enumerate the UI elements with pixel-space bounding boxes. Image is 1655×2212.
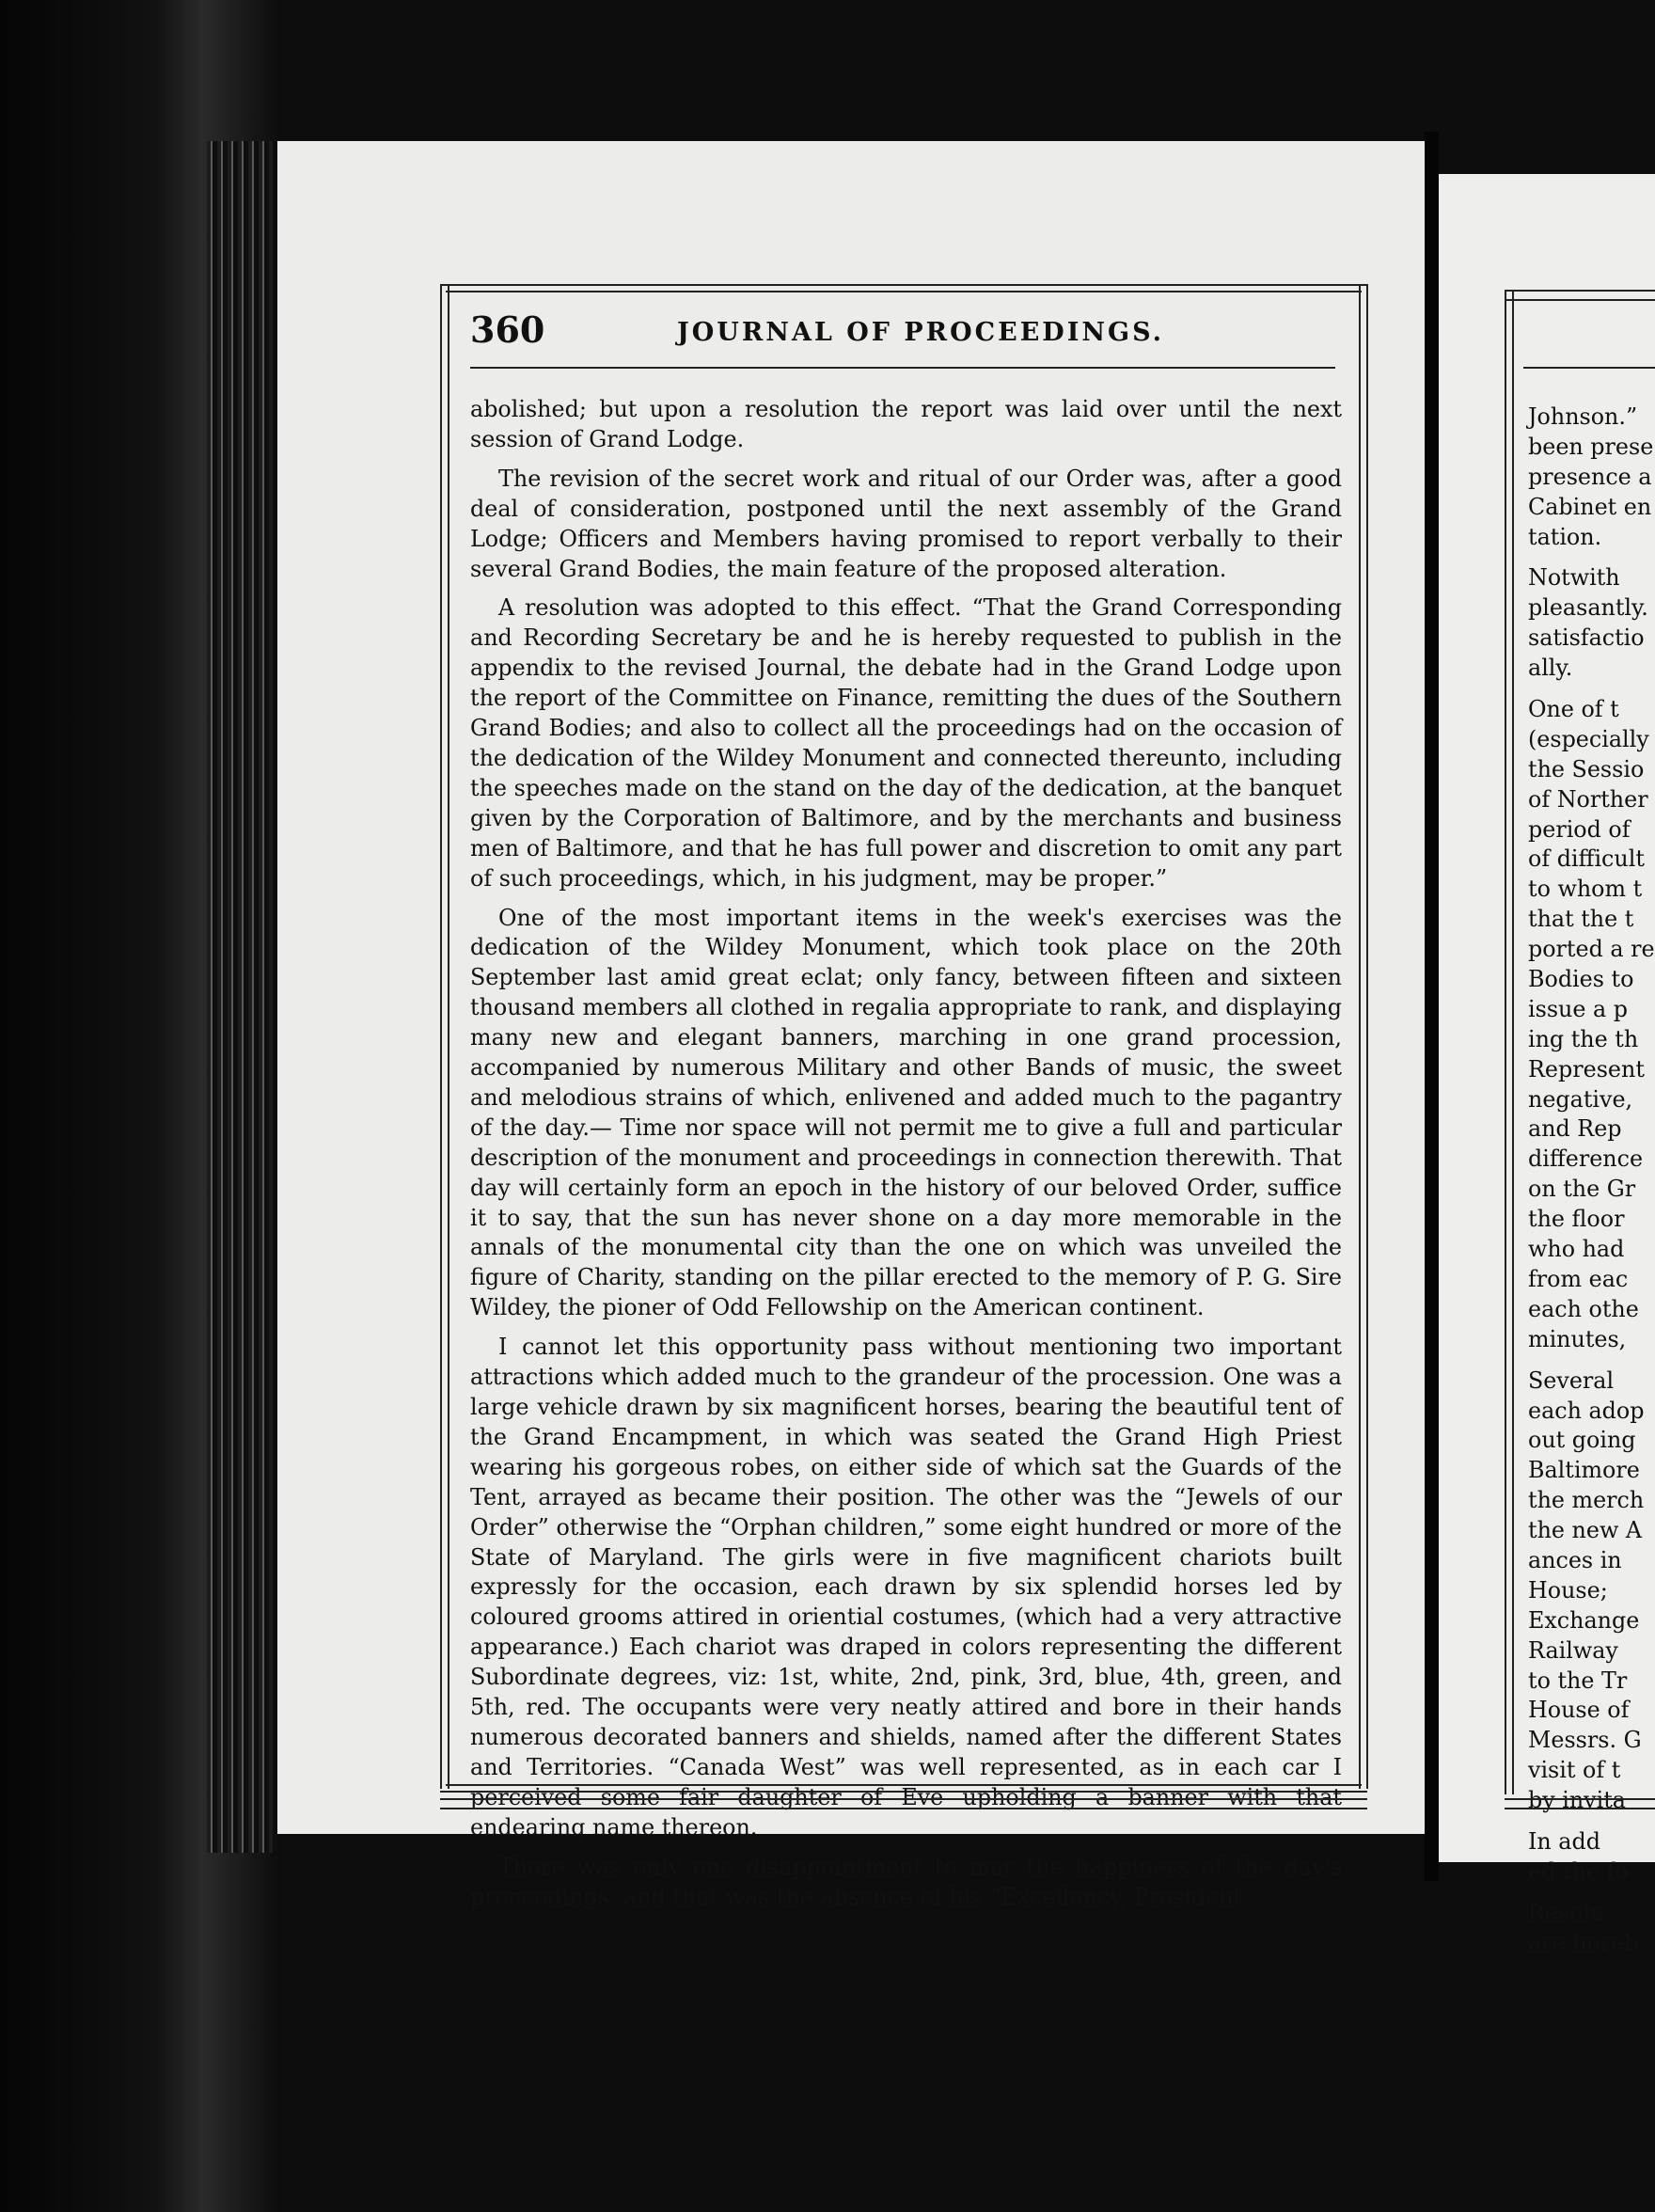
text-fragment: Resolu bbox=[1528, 1899, 1605, 1926]
text-fragment: who had bbox=[1528, 1236, 1625, 1263]
text-fragment: to the Tr bbox=[1528, 1667, 1628, 1694]
text-fragment: the new A bbox=[1528, 1517, 1643, 1544]
header-rule bbox=[470, 367, 1335, 369]
text-fragment: Johnson.” bbox=[1528, 403, 1638, 430]
text-fragment: period of bbox=[1528, 815, 1631, 843]
border-rule bbox=[440, 284, 442, 1789]
text-fragment: ances in bbox=[1528, 1546, 1622, 1573]
text-fragment: pleasantly. bbox=[1528, 594, 1648, 622]
text-fragment: presence a bbox=[1528, 463, 1652, 490]
paragraph-gap bbox=[1528, 1888, 1655, 1899]
paragraph-gap bbox=[1528, 1816, 1655, 1827]
text-fragment: Notwith bbox=[1528, 564, 1620, 592]
text-fragment: by invita bbox=[1528, 1787, 1626, 1814]
text-fragment: Baltimore bbox=[1528, 1457, 1640, 1484]
paragraph-gap bbox=[1528, 1355, 1655, 1367]
text-fragment: the floor bbox=[1528, 1206, 1625, 1233]
text-fragment: issue a p bbox=[1528, 995, 1628, 1022]
text-fragment: of difficult bbox=[1528, 845, 1645, 873]
text-fragment: Messrs. G bbox=[1528, 1727, 1642, 1754]
body-text bbox=[470, 395, 1342, 1921]
paragraph-gap bbox=[1528, 684, 1655, 695]
text-fragment: One of t bbox=[1528, 696, 1619, 723]
text-fragment: Represent bbox=[1528, 1055, 1645, 1082]
right-page-text bbox=[1528, 403, 1655, 1959]
text-fragment: from eac bbox=[1528, 1265, 1629, 1292]
right-page-border bbox=[1505, 290, 1506, 1794]
text-fragment: that the t bbox=[1528, 906, 1634, 933]
text-fragment: out going bbox=[1528, 1427, 1636, 1454]
text-fragment: Railway bbox=[1528, 1636, 1618, 1664]
paragraph: abolished; but upon a resolution the report was laid over until the next session of Grand Lodge. bbox=[470, 396, 1342, 452]
text-fragment: ported a re bbox=[1528, 936, 1655, 963]
right-page-border bbox=[1512, 290, 1514, 1794]
text-fragment: each othe bbox=[1528, 1295, 1639, 1322]
text-fragment: negative, bbox=[1528, 1085, 1633, 1113]
page-number: 360 bbox=[470, 308, 545, 351]
text-fragment: been prese bbox=[1528, 433, 1654, 460]
text-fragment: Several bbox=[1528, 1367, 1615, 1394]
text-fragment: minutes, bbox=[1528, 1325, 1627, 1352]
text-fragment: Exchange bbox=[1528, 1606, 1640, 1634]
text-fragment: House; bbox=[1528, 1576, 1608, 1604]
text-fragment: each adop bbox=[1528, 1397, 1645, 1424]
text-fragment: ed the fo bbox=[1528, 1857, 1629, 1885]
text-fragment: Bodies to bbox=[1528, 966, 1634, 993]
book-gutter bbox=[1425, 132, 1439, 1881]
paragraph: One of the most important items in the week's exercises was the dedication of the Wildey Monument, which took place on the 20th September last amid great eclat; only fancy, between fifteen and sixteen thousand members all clothed in regalia appropriate to rank, and displaying many new and elegant banners, marching in one grand procession, accompanied by numerous Military and other Bands of music, the sweet and melodious strains of which, enlivened and added much to the pagantry of the day.— Time nor space will not permit me to give a full and particular description of the monument and proceedings in connection therewith. That day will certainly form an epoch in the history of our beloved Order, suffice it to say, that the sun has never shone on a day more memorable in the annals of the monumental city than the one on which was unveiled the figure of Charity, standing on the pillar erected to the memory of P. G. Sire Wildey, the pioner of Odd Fellowship on the American continent. bbox=[470, 904, 1342, 1321]
paragraph: A resolution was adopted to this effect. “That the Grand Corresponding and Recording Secretary be and he is hereby requested to publish in the appendix to the revised Journal, the debate had in the Grand Lodge upon the report of the Committee on Finance, remitting the dues of the Southern Grand Bodies; and also to collect all the proceedings had on the occasion of the dedication of the Wildey Monument and connected thereunto, including the speeches made on the stand on the day of the dedication, at the banquet given by the Corporation of Baltimore, and by the merchants and business men of Baltimore, and that he has full power and discretion to omit any part of such proceedings, which, in his judgment, may be proper.” bbox=[470, 594, 1342, 892]
text-fragment: to whom t bbox=[1528, 876, 1643, 903]
paragraph-gap bbox=[1528, 552, 1655, 563]
paragraph: The revision of the secret work and ritual of our Order was, after a good deal of consideration, postponed until the next assembly of the Grand Lodge; Officers and Members having promised to report verbally to their several Grand Bodies, the main feature of the proposed alteration. bbox=[470, 465, 1342, 582]
text-fragment: In add bbox=[1528, 1827, 1600, 1855]
border-rule bbox=[1366, 284, 1368, 1789]
running-head: JOURNAL OF PROCEEDINGS. bbox=[677, 318, 1165, 347]
right-page-rule bbox=[1505, 299, 1655, 301]
page-edges bbox=[207, 141, 273, 1853]
text-fragment: are hereb bbox=[1528, 1929, 1639, 1956]
text-fragment: visit of t bbox=[1528, 1757, 1621, 1784]
text-fragment: the merch bbox=[1528, 1487, 1645, 1514]
border-rule bbox=[448, 284, 449, 1789]
right-page-header-rule bbox=[1523, 367, 1655, 369]
text-fragment: ally. bbox=[1528, 655, 1573, 682]
text-fragment: satisfactio bbox=[1528, 624, 1645, 652]
text-fragment: tation. bbox=[1528, 523, 1602, 550]
text-fragment: (especially bbox=[1528, 725, 1649, 752]
text-fragment: and Rep bbox=[1528, 1115, 1622, 1143]
right-page-footer-rule bbox=[1505, 1798, 1655, 1809]
text-fragment: the Sessio bbox=[1528, 755, 1645, 782]
text-fragment: of Norther bbox=[1528, 785, 1648, 813]
text-fragment: Cabinet en bbox=[1528, 493, 1652, 520]
footer-rule bbox=[440, 1798, 1367, 1809]
right-page-rule bbox=[1505, 290, 1655, 292]
text-fragment: ing the th bbox=[1528, 1025, 1639, 1052]
page-header bbox=[470, 301, 1335, 357]
text-fragment: difference bbox=[1528, 1146, 1644, 1173]
paragraph: There was only one disappointment to mar the happiness of the day's proceedings, and that was the absence of his “Excellency, President bbox=[470, 1853, 1342, 1910]
border-rule bbox=[1359, 284, 1361, 1789]
paragraph: I cannot let this opportunity pass without mentioning two important attractions which added much to the grandeur of the procession. One was a large vehicle drawn by six magnificent horses, bearing the beautiful tent of the Grand Encampment, in which was seated the Grand High Priest wearing his gorgeous robes, on either side of which sat the Guards of the Tent, arrayed as became their position. The other was the “Jewels of our Order” otherwise the “Orphan children,” some eight hundred or more of the State of Maryland. The girls were in five magnificent chariots built expressly for the occasion, each drawn by six splendid horses led by coloured grooms attired in oriential costumes, (which had a very attractive appearance.) Each chariot was draped in colors representing the different Subordinate degrees, viz: 1st, white, 2nd, pink, 3rd, blue, 4th, green, and 5th, red. The occupants were very neatly attired and bore in their hands numerous decorated banners and shields, named after the different States and Territories. “Canada West” was well represented, as in each car I perceived some fair daughter of Eve upholding a banner with that endearing name thereon. bbox=[470, 1334, 1342, 1841]
text-fragment: House of bbox=[1528, 1697, 1630, 1724]
text-fragment: on the Gr bbox=[1528, 1176, 1636, 1203]
